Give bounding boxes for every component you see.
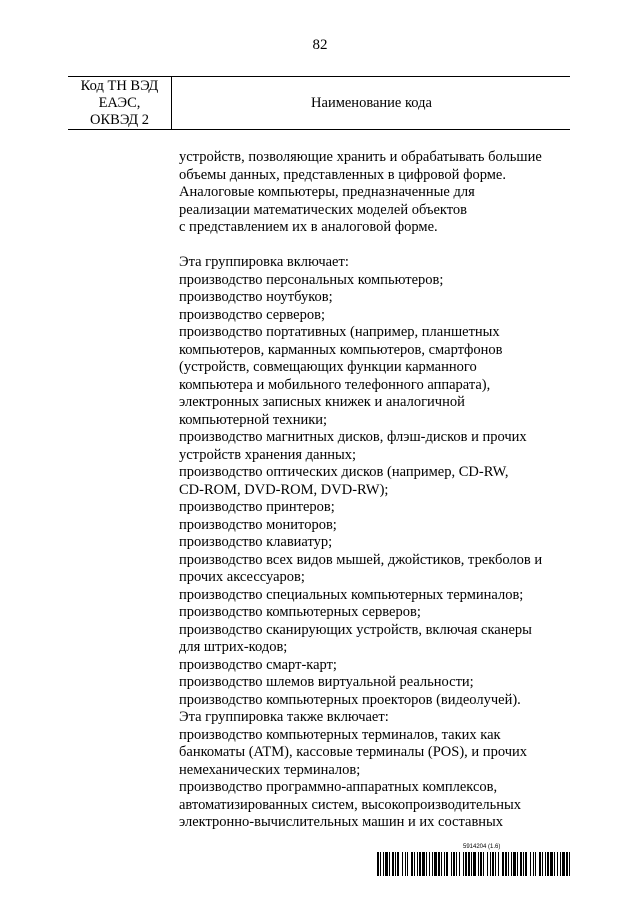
text-line: производство смарт-карт;: [179, 656, 337, 673]
text-line: Эта группировка включает:: [179, 254, 349, 270]
text-line: производство сканирующих устройств, включая сканеры: [179, 621, 532, 638]
page-number: 82: [312, 37, 328, 53]
code-header-line: ОКВЭД 2: [90, 112, 149, 128]
text-line: производство ноутбуков;: [179, 289, 333, 305]
table-header: [68, 76, 570, 130]
barcode-image: [377, 852, 570, 876]
code-header-line: ЕАЭС,: [98, 95, 141, 111]
text-line: производство компьютерных серверов;: [179, 604, 421, 620]
name-column-header: Наименование кода: [311, 95, 432, 111]
text-line: немеханических терминалов;: [179, 761, 361, 778]
text-line: производство оптических дисков (например, CD-RW,: [179, 464, 509, 480]
text-line: Эта группировка также включает:: [179, 709, 389, 725]
text-line: производство компьютерных проекторов (видеолучей).: [179, 691, 521, 708]
text-line: устройств, позволяющие хранить и обрабатывать большие: [179, 149, 542, 165]
text-line: производство специальных компьютерных терминалов;: [179, 586, 524, 603]
text-line: устройств хранения данных;: [179, 446, 357, 463]
text-line: производство шлемов виртуальной реальности;: [179, 674, 474, 690]
code-column-header: [68, 77, 172, 129]
text-line: производство персональных компьютеров;: [179, 271, 444, 288]
text-line: производство магнитных дисков, флэш-дисков и прочих: [179, 429, 527, 445]
barcode-id: 5914204 (1.6): [463, 844, 501, 850]
text-line: Аналоговые компьютеры, предназначенные для: [179, 184, 475, 200]
text-line: производство всех видов мышей, джойстиков, трекболов и: [179, 551, 543, 568]
code-header-line: Код ТН ВЭД: [80, 78, 159, 94]
text-line: CD-ROM, DVD-ROM, DVD-RW);: [179, 481, 389, 498]
text-line: производство компьютерных терминалов, таких как: [179, 726, 501, 743]
text-line: реализации математических моделей объектов: [179, 201, 468, 218]
document-body: [179, 149, 571, 832]
text-line: электронно-вычислительных машин и их составных: [179, 814, 504, 830]
text-line: производство программно-аппаратных комплексов,: [179, 779, 498, 795]
text-line: с представлением их в аналоговой форме.: [179, 219, 438, 235]
text-line: производство принтеров;: [179, 499, 335, 515]
text-line: производство серверов;: [179, 306, 325, 323]
text-line: (устройств, совмещающих функции карманного: [179, 359, 477, 375]
text-line: электронных записных книжек и аналогичной: [179, 394, 465, 410]
paragraph-description: [179, 149, 571, 237]
paragraph-spacer: [179, 237, 571, 255]
text-line: производство портативных (например, планшетных: [179, 324, 500, 340]
text-line: компьютеров, карманных компьютеров, смартфонов: [179, 341, 503, 358]
text-line: производство мониторов;: [179, 516, 337, 533]
text-line: компьютерной техники;: [179, 411, 328, 428]
text-line: прочих аксессуаров;: [179, 569, 305, 585]
text-line: для штрих-кодов;: [179, 639, 288, 655]
text-line: производство клавиатур;: [179, 534, 333, 550]
text-line: объемы данных, представленных в цифровой форме.: [179, 166, 506, 183]
text-line: компьютера и мобильного телефонного аппарата),: [179, 376, 491, 393]
text-line: банкоматы (ATM), кассовые терминалы (POS), и прочих: [179, 744, 527, 760]
paragraph-includes-list: [179, 254, 571, 832]
text-line: автоматизированных систем, высокопроизводительных: [179, 796, 521, 813]
